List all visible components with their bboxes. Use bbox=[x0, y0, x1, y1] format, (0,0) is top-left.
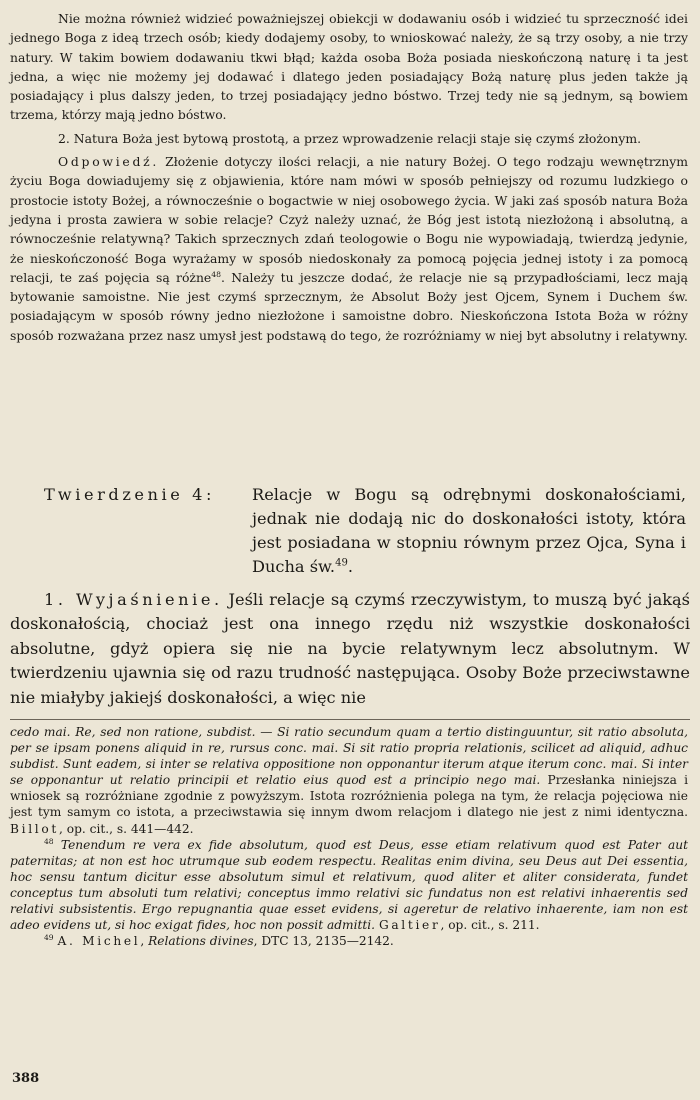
footnote-author: Galtier bbox=[378, 918, 441, 933]
footnote-polish: Przesłanka niniejsza i wniosek są rozróżniane zgodnie z powyższym. Istota rozróżnienia polega na tym, że relacja pojęciowa nie jest tym samym co istota, a przeciwstawia się innym dwom relacjom i dlatego nie jest z nimi identyczna. bbox=[10, 773, 688, 820]
page-number: 388 bbox=[12, 1071, 40, 1086]
footnote-latin: cedo mai. Re, sed non ratione, subdist. — Si ratio secundum quam a tertio distinguuntur, sit ratio absoluta, per se ipsam ponens aliquid in re, rursus conc. mai. Si sit ratio propria relationis, scilicet ad aliquid, adhuc subdist. Sunt eadem, si inter se relativa oppositione non opponantur iterum atque iterum conc. mai. Si inter se opponantur ut relatio principii et relatio eius quod est a principio nego mai. bbox=[10, 725, 688, 788]
thesis-text-block: Relacje w Bogu są odrębnymi doskonałościami, jednak nie dodają nic do doskonałości istoty, która jest posiadana w stopniu równym przez Ojca, Syna i Ducha św.$^{49}$. bbox=[252, 485, 686, 576]
explanation-text: Jeśli relacje są czymś rzeczywistym, to muszą być jakąś doskonałością, chociaż jest ona innego rzędu niż wszystkie doskonałości absolutne, gdyż opiera się nie na bycie relatywnym lecz absolutnym. W twierdzeniu ujawnia się od razu trudność następująca. Osoby Boże przeciwstawne nie miałyby jakiejś doskonałości, a więc nie bbox=[10, 590, 690, 707]
answer-text-2: . Należy tu jeszcze dodać, że relacje nie są przypadłościami, lecz mają bytowanie samoistne. Nie jest czymś sprzecznym, że Absolut Boży jest Ojcem, Synem i Duchem św. posiadającym w sposób równy jedno niezłożone i samoistne dobro. Nieskończona Istota Boża w różny sposób rozważana przez nasz umysł jest podstawą do tego, że rozróżniamy w niej byt absolutny i relatywny. bbox=[10, 269, 688, 343]
footnote-divider bbox=[10, 719, 690, 720]
answer-label: Odpowiedź. bbox=[58, 154, 160, 170]
footnote-cite: , op. cit., s. 441—442. bbox=[59, 821, 194, 836]
footnote-48 bbox=[10, 837, 688, 934]
thesis-text: Relacje w Bogu są odrębnymi doskonałościami, jednak nie dodają nic do doskonałości istoty, która jest posiadana w stopniu równym przez Ojca, Syna i Ducha św. bbox=[252, 485, 686, 576]
thesis bbox=[44, 483, 694, 579]
footnote-cite: , op. cit., s. 211. bbox=[440, 918, 540, 933]
explanation bbox=[10, 588, 690, 710]
footnote-number: 49 bbox=[44, 933, 54, 943]
footnote-author: Billot bbox=[10, 821, 59, 836]
footnotes bbox=[10, 724, 688, 949]
answer-paragraph bbox=[10, 152, 688, 345]
main-text-top bbox=[10, 9, 688, 345]
explanation-label: 1. Wyjaśnienie. bbox=[44, 590, 223, 609]
footnote-ref: 49 bbox=[335, 557, 348, 569]
explanation-paragraph bbox=[10, 588, 690, 710]
footnote-49: $^{49}$ A. Michel, Relations divines, DTC 13, 2135—2142. bbox=[44, 933, 394, 949]
paragraph: Nie można również widzieć poważniejszej obiekcji w dodawaniu osób i widzieć tu sprzeczność idei jednego Boga z ideą trzech osób; kiedy dodajemy osoby, to wnioskować należy, że są trzy osoby, a nie trzy natury. W takim bowiem dodawaniu tkwi błąd; każda osoba Boża posiada nieskończoną naturę i ta jest jedna, a więc nie możemy jej dodawać i dlatego jeden posiadający Bożą naturę plus jeden także ją posiadający i plus dalszy jeden, to trzej posiadający jedno bóstwo. Trzej tedy nie są jednym, są bowiem trzema, którzy mają jedno bóstwo. bbox=[10, 11, 688, 123]
footnote-author: A. Michel bbox=[57, 934, 141, 949]
thesis-label: Twierdzenie 4: bbox=[44, 485, 216, 504]
answer-text-1: Złożenie dotyczy ilości relacji, a nie natury Bożej. O tego rodzaju wewnętrznym życiu Boga dowiadujemy się z objawienia, które nam mówi w sposób pełniejszy od rozumu ludzkiego o prostocie istoty Bożej, a równocześnie o bogactwie w niej osobowego życia. W jaki zaś sposób natura Boża jedyna i prosta zawiera w sobie relacje? Czyż należy uznać, że Bóg jest istotą niezłożoną i absolutną, a równocześnie relatywną? Takich sprzecznych zdań teologowie o Bogu nie wypowiadają, twierdzą jedynie, że nieskończoność Boga wyrażamy w sposób niedoskonały za pomocą pojęcia jednej istoty i za pomocą relacji, te zaś pojęcia są różne bbox=[10, 154, 688, 285]
footnote-number: 48 bbox=[44, 836, 54, 846]
footnote-cite: , DTC 13, 2135—2142. bbox=[253, 934, 394, 949]
footnote-continued bbox=[10, 724, 688, 837]
footnote-title: Relations divines bbox=[148, 934, 254, 949]
footnote-ref: 48 bbox=[211, 269, 222, 279]
footnote-latin: Tenendum re vera ex fide absolutum, quod est Deus, esse etiam relativum quod est Pater aut paternitas; at non est hoc utrumque sub eodem respectu. Realitas enim divina, seu Deus aut Dei essentia, hoc sensu tantum dicitur esse absolutum simul et relativum, quod aliter et aliter considerata, fundet conceptus tum absoluti tum relativi; conceptus immo relativi sic fundatus non est relativi inhaerentis sed relativi subsistentis. Ergo repugnantia quae esset evidens, si ageretur de relativo inhaerente, iam non est adeo evidens ut, si hoc exigat fides, hoc non possit admitti. bbox=[10, 837, 689, 933]
objection: 2. Natura Boża jest bytową prostotą, a przez wprowadzenie relacji staje się czymś złożonym. bbox=[58, 130, 642, 146]
